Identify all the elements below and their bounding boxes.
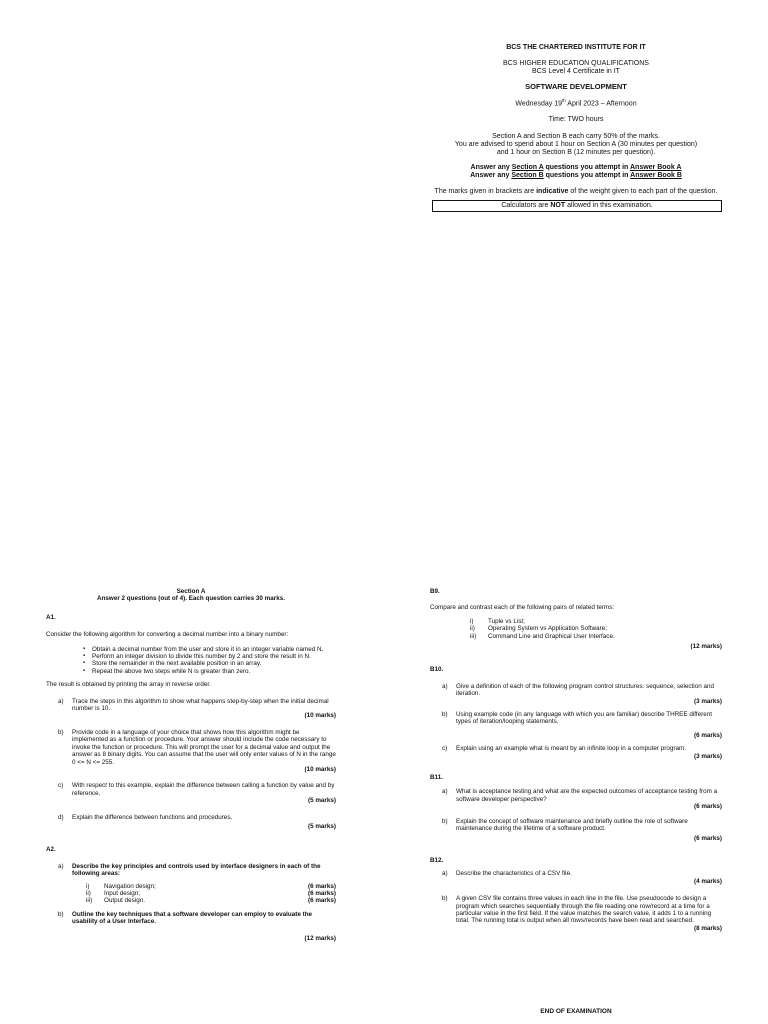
intro-line-1: Section A and Section B each carry 50% of the marks. bbox=[492, 132, 660, 140]
institute-name: BCS THE CHARTERED INSTITUTE FOR IT bbox=[506, 44, 646, 51]
marks-label: (5 marks) bbox=[307, 822, 336, 830]
list-item: ▪ Perform an integer division to divide this number by 2 and store the result in N. bbox=[92, 653, 336, 660]
a1-part-a: a) Trace the steps in this algorithm to show what happens step-by-step when the initial decimal number is 10. (10 marks) bbox=[58, 697, 336, 720]
question-b9-label: B9. bbox=[430, 588, 440, 595]
b11-part-b: b) Explain the concept of software maintenance and briefly outline the role of software maintenance during the lifetime of a software product. (6 marks) bbox=[442, 817, 722, 843]
a1-intro: Consider the following algorithm for converting a decimal number into a binary number: bbox=[46, 631, 289, 639]
b9-intro: Compare and contrast each of the following pairs of related terms: bbox=[430, 604, 615, 612]
certificate: BCS Level 4 Certificate in IT bbox=[532, 68, 620, 76]
a2-part-a: a) Describe the key principles and controls used by interface designers in each of the following areas: bbox=[58, 862, 321, 878]
marks-label: (6 marks) bbox=[693, 835, 722, 843]
b11-part-a: a) What is acceptance testing and what are the expected outcomes of acceptance testing from a software developer perspective? (6 marks) bbox=[442, 788, 722, 811]
list-item: i) Navigation design; (6 marks) bbox=[86, 882, 336, 890]
b10-part-b: b) Using example code (in any language with which you are familiar) describe THREE different types of iteration/looping statements. (6 marks) bbox=[442, 711, 722, 739]
question-b10-label: B10. bbox=[430, 666, 444, 674]
marks-label: (12 marks) bbox=[690, 642, 722, 650]
list-item: ii) Operating System vs Application Software; bbox=[470, 625, 607, 633]
marks-label: (6 marks) bbox=[693, 803, 722, 811]
a1-result: The result is obtained by printing the array in reverse order. bbox=[46, 681, 211, 689]
section-b-column bbox=[430, 588, 722, 932]
answer-section-b: Answer any Section B questions you attempt in Answer Book B bbox=[470, 172, 682, 180]
qualifications: BCS HIGHER EDUCATION QUALIFICATIONS bbox=[503, 60, 649, 68]
question-b11-label: B11. bbox=[430, 774, 443, 782]
list-item: ▪ Store the remainder in the next available position in an array. bbox=[92, 660, 336, 667]
subject-title: SOFTWARE DEVELOPMENT bbox=[525, 81, 627, 91]
section-a-title: Section A bbox=[176, 588, 206, 595]
b10-part-a: a) Give a definition of each of the following program control structures: sequence, selection and iteration. (3 marks) bbox=[442, 682, 722, 705]
marks-label: (8 marks) bbox=[693, 924, 722, 932]
marks-label: (5 marks) bbox=[307, 797, 336, 805]
marks-label: (6 marks) bbox=[693, 731, 722, 739]
marks-label: (10 marks) bbox=[304, 712, 336, 720]
marks-label: (12 marks) bbox=[304, 934, 336, 942]
intro-line-2: You are advised to spend about 1 hour on Section A (30 minutes per question) bbox=[454, 140, 698, 148]
cover-block bbox=[430, 44, 722, 212]
question-a2-label: A2. bbox=[46, 846, 56, 854]
a1-part-c: c) With respect to this example, explain the difference between calling a function by value and by reference. (5 marks) bbox=[58, 782, 336, 805]
a1-part-b: b) Provide code in a language of your choice that shows how this algorithm might be implemented as a function or procedure. Your answer should include the code necessary to invoke the function or procedure. This will prompt the user for a decimal value and output the answer as 8 binary digits. You can assume that the user will only enter values of N in the range 0 <= N <= 255. (10 marks) bbox=[58, 728, 336, 773]
list-item: ▪ Obtain a decimal number from the user and store it in an integer variable named N. bbox=[92, 646, 336, 653]
a2-part-b: b) Outline the key techniques that a software developer can employ to evaluate the usability of a User Interface. (12 marks) bbox=[58, 910, 336, 942]
end-of-examination: END OF EXAMINATION bbox=[540, 1008, 612, 1015]
list-item: ii) Input design; (6 marks) bbox=[86, 889, 336, 897]
marks-label: (3 marks) bbox=[693, 752, 722, 760]
list-item: ▪ Repeat the above two steps while N is greater than zero. bbox=[92, 668, 336, 675]
a1-part-d: d) Explain the difference between functions and procedures. (5 marks) bbox=[58, 813, 336, 830]
list-item: iii) Output design. (6 marks) bbox=[86, 897, 336, 905]
answer-section-a: Answer any Section A questions you attempt in Answer Book A bbox=[470, 164, 682, 172]
marks-label: (4 marks) bbox=[693, 877, 722, 885]
a2-sub-items bbox=[46, 883, 336, 905]
b10-part-c: c) Explain using an example what is meant by an infinite loop in a computer program. (3 marks) bbox=[442, 745, 722, 760]
a1-bullet-list bbox=[46, 646, 336, 676]
list-item: i) Tuple vs List; bbox=[470, 617, 525, 625]
marks-note: The marks given in brackets are indicative of the weight given to each part of the question. bbox=[434, 187, 718, 195]
list-item: iii) Command Line and Graphical User Interface. bbox=[470, 632, 615, 640]
intro-line-3: and 1 hour on Section B (12 minutes per question). bbox=[496, 148, 656, 156]
b9-items bbox=[430, 618, 722, 640]
section-a-subtitle: Answer 2 questions (out of 4). Each question carries 30 marks. bbox=[97, 595, 285, 603]
section-a-column bbox=[46, 588, 336, 942]
exam-date: Wednesday 19th April 2023 – Afternoon bbox=[515, 97, 637, 108]
question-a1-label: A1. bbox=[46, 613, 56, 621]
calculator-notice: Calculators are NOT allowed in this examination. bbox=[432, 200, 722, 212]
b12-part-a: a) Describe the characteristics of a CSV file. (4 marks) bbox=[442, 870, 722, 885]
question-b12-label: B12. bbox=[430, 856, 444, 864]
marks-label: (10 marks) bbox=[304, 765, 336, 773]
b12-part-b: b) A given CSV file contains three values in each line in the file. Use pseudocode to design a program which searches sequentially through the file reading one row/record at a time for a particular value in the first field. If the value matches the search value, it adds 1 to a running total. The running total is output when all rows/records have been read and searched. (8 marks) bbox=[442, 895, 722, 932]
exam-time: Time: TWO hours bbox=[548, 116, 604, 124]
marks-label: (3 marks) bbox=[693, 697, 722, 705]
